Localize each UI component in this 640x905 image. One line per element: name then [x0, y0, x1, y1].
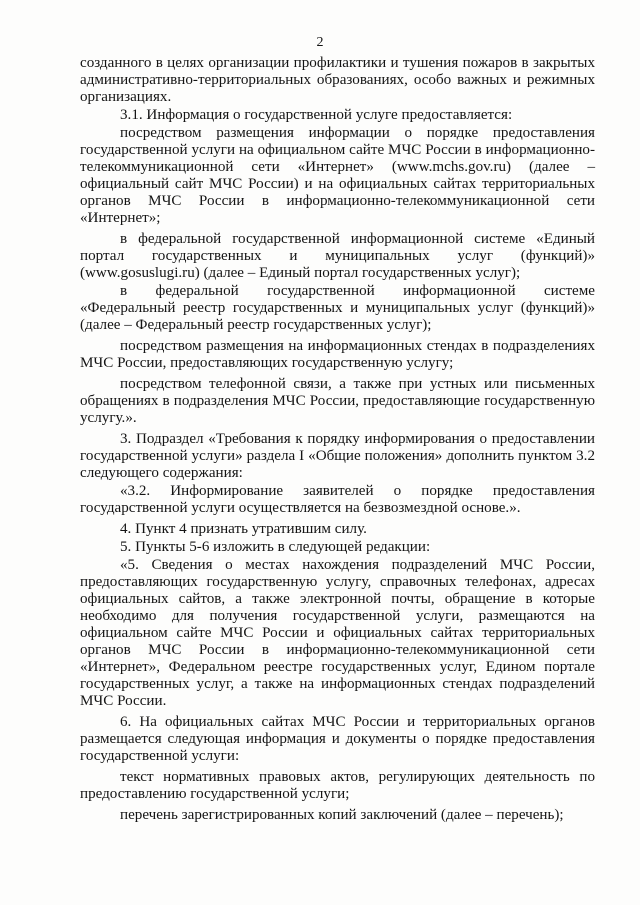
paragraph-item-3: 3. Подраздел «Требования к порядку информирования о предоставлении государственной услуги» раздела I «Общие положения» дополнить пунктом 3.2 следующего содержания: — [80, 431, 595, 481]
paragraph-item-4: 4. Пункт 4 признать утратившим силу. — [120, 521, 367, 537]
paragraph-5: «5. Сведения о местах нахождения подразделений МЧС России, предоставляющих государственную услугу, справочных телефонах, адресах официальных сайтов, а также электронной почты, обращение в которые необходимо для получения государственной услуги, размещаются на официальном сайте МЧС России и официальных сайтах территориальных органов МЧС России в информационно-телекоммуникационной сети «Интернет», Федеральном реестре государственных услуг, Едином портале государственных услуг, а также на информационных стендах подразделений МЧС России. — [80, 557, 595, 709]
paragraph-list: перечень зарегистрированных копий заключений (далее – перечень); — [120, 807, 564, 823]
paragraph-info-stands: посредством размещения на информационных стендах в подразделениях МЧС России, предоставляющих государственную услугу; — [80, 338, 595, 371]
paragraph-3-2: «3.2. Информирование заявителей о порядке предоставления государственной услуги осуществляется на безвозмездной основе.». — [80, 483, 595, 516]
paragraph-legal-acts: текст нормативных правовых актов, регулирующих деятельность по предоставлению государственной услуги; — [80, 769, 595, 802]
paragraph-3-1: 3.1. Информация о государственной услуге предоставляется: — [120, 107, 513, 123]
page-number: 2 — [316, 35, 324, 50]
paragraph-gosuslugi: в федеральной государственной информационной системе «Единый портал государственных и муниципальных услуг (функций)» (www.gosuslugi.ru) (далее – Единый портал государственных услуг); — [80, 231, 595, 281]
paragraph-federal-registry: в федеральной государственной информационной системе «Федеральный реестр государственных и муниципальных услуг (функций)» (далее – Федеральный реестр государственных услуг); — [80, 283, 595, 333]
paragraph-continuation: созданного в целях организации профилактики и тушения пожаров в закрытых административно-территориальных образованиях, особо важных и режимных организациях. — [80, 55, 595, 105]
document-body — [80, 55, 595, 824]
paragraph-item-5-6: 5. Пункты 5-6 изложить в следующей редакции: — [120, 539, 431, 555]
paragraph-official-site: посредством размещения информации о порядке предоставления государственной услуги на официальном сайте МЧС России в информационно-телекоммуникационной сети «Интернет» (www.mchs.gov.ru) (далее – официальный сайт МЧС России) и на официальных сайтах территориальных органов МЧС России в информационно-телекоммуникационной сети «Интернет»; — [80, 125, 595, 226]
paragraph-telephone: посредством телефонной связи, а также при устных или письменных обращениях в подразделения МЧС России, предоставляющие государственную услугу.». — [80, 376, 595, 426]
paragraph-6: 6. На официальных сайтах МЧС России и территориальных органов размещается следующая информация и документы о порядке предоставления государственной услуги: — [80, 714, 595, 764]
